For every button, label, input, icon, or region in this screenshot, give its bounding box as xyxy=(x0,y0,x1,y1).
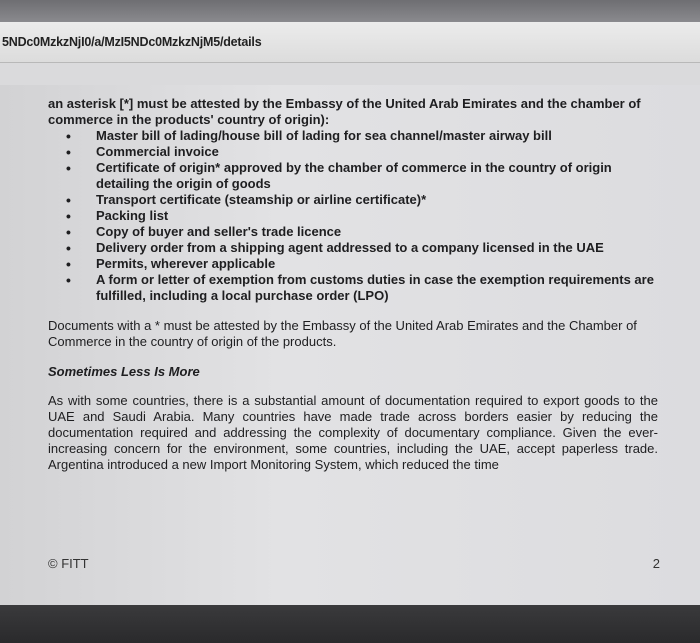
list-item: • A form or letter of exemption from customs duties in case the exemption requirements are fulfilled, including a local purchase order (LPO) xyxy=(96,272,658,304)
page-margin xyxy=(0,63,700,85)
list-item: • Permits, wherever applicable xyxy=(96,256,658,272)
requirements-list xyxy=(48,128,658,304)
address-bar[interactable] xyxy=(0,22,700,63)
list-item: • Certificate of origin* approved by the chamber of commerce in the country of origin detailing the origin of goods xyxy=(96,160,658,192)
body-paragraph: As with some countries, there is a substantial amount of documentation required to export goods to the UAE and Saudi Arabia. Many countries have made trade across borders easier by reducing the documentation required and addressing the complexity of documentary compliance. Given the ever-increasing concern for the environment, some countries, including the UAE, accept paperless trade. Argentina introduced a new Import Monitoring System, which reduced the time xyxy=(48,393,658,472)
list-item: • Packing list xyxy=(96,208,658,224)
list-item: • Transport certificate (steamship or airline certificate)* xyxy=(96,192,658,208)
document-content xyxy=(48,96,658,473)
list-item: • Copy of buyer and seller's trade licence xyxy=(96,224,658,240)
section-heading: Sometimes Less Is More xyxy=(48,364,200,379)
page-number: 2 xyxy=(652,556,660,571)
window-top-bar xyxy=(0,0,700,22)
list-item: • Commercial invoice xyxy=(96,144,658,160)
url-text[interactable]: 5NDc0MzkzNjI0/a/MzI5NDc0MzkzNjM5/details xyxy=(2,35,262,49)
copyright-text: © FITT xyxy=(48,556,89,571)
page-footer xyxy=(48,556,660,571)
list-item: • Delivery order from a shipping agent addressed to a company licensed in the UAE xyxy=(96,240,658,256)
list-item: • Master bill of lading/house bill of lading for sea channel/master airway bill xyxy=(96,128,658,144)
intro-text: an asterisk [*] must be attested by the Embassy of the United Arab Emirates and the chamber of commerce in the products' country of origin): xyxy=(48,96,641,127)
asterisk-note: Documents with a * must be attested by the Embassy of the United Arab Emirates and the Chamber of Commerce in the country of origin of the products. xyxy=(48,318,637,349)
bottom-bar xyxy=(0,605,700,643)
